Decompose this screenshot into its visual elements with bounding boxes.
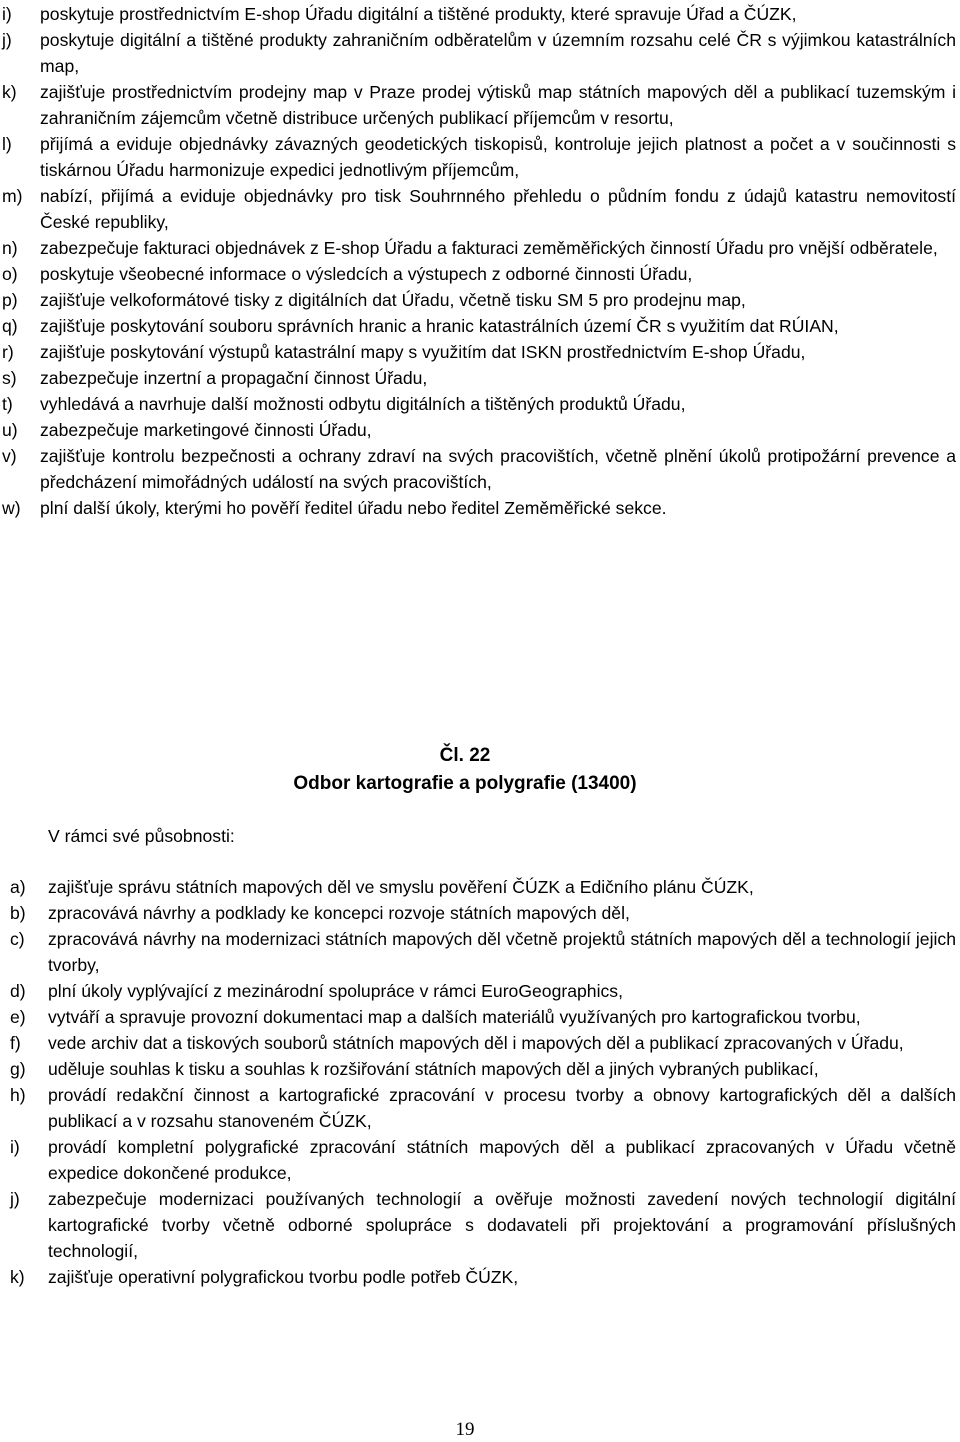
list-item-marker: t) bbox=[2, 394, 13, 414]
list-item-text: zajišťuje poskytování výstupů katastrální mapy s využitím dat ISKN prostřednictvím E-shop Úřadu, bbox=[40, 342, 806, 362]
list-item bbox=[0, 365, 960, 391]
list-item-text: nabízí, přijímá a eviduje objednávky pro tisk Souhrnného přehledu o půdním fondu z údajů katastru nemovitostí České republiky, bbox=[40, 186, 956, 232]
list-item-marker: b) bbox=[10, 903, 26, 923]
list-item-text: vede archiv dat a tiskových souborů státních mapových děl i mapových děl a publikací zpracovaných v Úřadu, bbox=[48, 1033, 904, 1053]
list-item-marker: j) bbox=[10, 1189, 20, 1209]
list-item-marker: h) bbox=[10, 1085, 26, 1105]
list-item bbox=[0, 1056, 960, 1082]
list-item-text: zpracovává návrhy na modernizaci státních mapových děl včetně projektů státních mapových děl a technologií jejich tvorby, bbox=[48, 929, 956, 975]
list-item-text: zpracovává návrhy a podklady ke koncepci rozvoje státních mapových děl, bbox=[48, 903, 630, 923]
list-item bbox=[0, 1186, 960, 1264]
list-item-marker: n) bbox=[2, 238, 18, 258]
list-item bbox=[0, 79, 960, 131]
list-item bbox=[0, 1, 960, 27]
list-item-marker: s) bbox=[2, 368, 17, 388]
list-item-text: plní úkoly vyplývající z mezinárodní spolupráce v rámci EuroGeographics, bbox=[48, 981, 623, 1001]
list-item bbox=[0, 1082, 960, 1134]
section-intro: V rámci své působnosti: bbox=[48, 826, 235, 846]
list-item-marker: f) bbox=[10, 1033, 21, 1053]
list-item-marker: p) bbox=[2, 290, 18, 310]
list-item bbox=[0, 1134, 960, 1186]
list-item-marker: g) bbox=[10, 1059, 26, 1079]
list-item-marker: c) bbox=[10, 929, 25, 949]
list-item-marker: l) bbox=[2, 134, 12, 154]
list-item-text: vytváří a spravuje provozní dokumentaci map a dalších materiálů využívaných pro kartografickou tvorbu, bbox=[48, 1007, 861, 1027]
list-item bbox=[0, 443, 960, 495]
list-item-marker: j) bbox=[2, 30, 12, 50]
list-item-text: provádí redakční činnost a kartografické zpracování v procesu tvorby a obnovy kartografických děl a dalších publikací a v rozsahu stanoveném ČÚZK, bbox=[48, 1085, 956, 1131]
list-item-marker: i) bbox=[10, 1137, 20, 1157]
list-item-marker: o) bbox=[2, 264, 18, 284]
section-title: Odbor kartografie a polygrafie (13400) bbox=[293, 773, 637, 794]
duties-list bbox=[0, 874, 960, 1290]
list-item-text: zabezpečuje marketingové činnosti Úřadu, bbox=[40, 420, 372, 440]
list-item bbox=[0, 1004, 960, 1030]
list-item-marker: u) bbox=[2, 420, 18, 440]
list-item bbox=[0, 183, 960, 235]
list-item-marker: r) bbox=[2, 342, 14, 362]
duties-list-continued bbox=[0, 1, 960, 521]
list-item-text: zajišťuje operativní polygrafickou tvorbu podle potřeb ČÚZK, bbox=[48, 1267, 519, 1287]
list-item-text: plní další úkoly, kterými ho pověří ředitel úřadu nebo ředitel Zeměměřické sekce. bbox=[40, 498, 667, 518]
list-item bbox=[0, 874, 960, 900]
list-item-marker: d) bbox=[10, 981, 26, 1001]
list-item-text: přijímá a eviduje objednávky závazných geodetických tiskopisů, kontroluje jejich platnost a počet a v součinnosti s tiskárnou Úřadu harmonizuje expedici jednotlivým příjemcům, bbox=[40, 134, 956, 180]
list-item bbox=[0, 900, 960, 926]
list-item-marker: q) bbox=[2, 316, 18, 336]
list-item-marker: v) bbox=[2, 446, 17, 466]
list-item-text: zajišťuje správu státních mapových děl ve smyslu pověření ČÚZK a Edičního plánu ČÚZK, bbox=[48, 877, 754, 897]
list-item bbox=[0, 261, 960, 287]
list-item-marker: e) bbox=[10, 1007, 26, 1027]
list-item-marker: i) bbox=[2, 4, 12, 24]
list-item-text: zabezpečuje inzertní a propagační činnost Úřadu, bbox=[40, 368, 428, 388]
list-item-text: provádí kompletní polygrafické zpracování státních mapových děl a publikací zpracovaných v Úřadu včetně expedice dokončené produkce, bbox=[48, 1137, 956, 1183]
list-item-marker: k) bbox=[10, 1267, 25, 1287]
list-item-text: vyhledává a navrhuje další možnosti odbytu digitálních a tištěných produktů Úřadu, bbox=[40, 394, 686, 414]
list-item-marker: k) bbox=[2, 82, 17, 102]
list-item bbox=[0, 417, 960, 443]
list-item bbox=[0, 926, 960, 978]
list-item-text: zajišťuje kontrolu bezpečnosti a ochrany zdraví na svých pracovištích, včetně plnění úkolů protipožární prevence a předcházení mimořádných událostí na svých pracovištích, bbox=[40, 446, 956, 492]
list-item-text: poskytuje digitální a tištěné produkty zahraničním odběratelům v územním rozsahu celé ČR s výjimkou katastrálních map, bbox=[40, 30, 956, 76]
list-item bbox=[0, 978, 960, 1004]
list-item-text: poskytuje prostřednictvím E-shop Úřadu digitální a tištěné produkty, které spravuje Úřad a ČÚZK, bbox=[40, 4, 797, 24]
list-item bbox=[0, 287, 960, 313]
list-item bbox=[0, 235, 960, 261]
list-item bbox=[0, 339, 960, 365]
list-item bbox=[0, 1030, 960, 1056]
list-item-text: zajišťuje velkoformátové tisky z digitálních dat Úřadu, včetně tisku SM 5 pro prodejnu map, bbox=[40, 290, 746, 310]
list-item-text: zajišťuje prostřednictvím prodejny map v Praze prodej výtisků map státních mapových děl a publikací tuzemským i zahraničním zájemcům včetně distribuce určených publikací příjemcům v resortu, bbox=[40, 82, 956, 128]
list-item-marker: w) bbox=[2, 498, 21, 518]
page-number: 19 bbox=[455, 1419, 475, 1440]
list-item-text: poskytuje všeobecné informace o výsledcích a výstupech z odborné činnosti Úřadu, bbox=[40, 264, 693, 284]
list-item-text: zabezpečuje modernizaci používaných technologií a ověřuje možnosti zavedení nových technologií digitální kartografické tvorby včetně odborné spolupráce s dodavateli při projektování a programování příslušných technologií, bbox=[48, 1189, 956, 1261]
list-item bbox=[0, 131, 960, 183]
list-item bbox=[0, 313, 960, 339]
list-item bbox=[0, 27, 960, 79]
article-number: Čl. 22 bbox=[439, 745, 491, 766]
list-item bbox=[0, 391, 960, 417]
list-item-marker: m) bbox=[2, 186, 23, 206]
list-item bbox=[0, 495, 960, 521]
list-item-text: zajišťuje poskytování souboru správních hranic a hranic katastrálních území ČR s využitím dat RÚIAN, bbox=[40, 316, 839, 336]
list-item-marker: a) bbox=[10, 877, 26, 897]
list-item bbox=[0, 1264, 960, 1290]
list-item-text: uděluje souhlas k tisku a souhlas k rozšiřování státních mapových děl a jiných vybraných publikací, bbox=[48, 1059, 819, 1079]
list-item-text: zabezpečuje fakturaci objednávek z E-shop Úřadu a fakturaci zeměměřických činností Úřadu pro vnější odběratele, bbox=[40, 238, 938, 258]
